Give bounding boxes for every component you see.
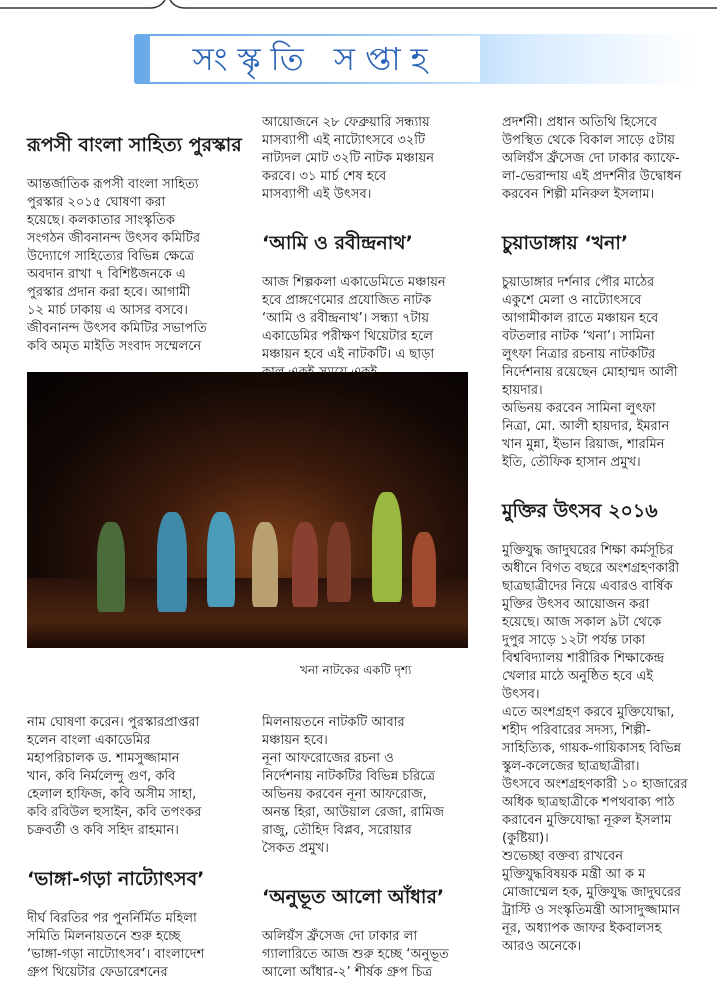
article-body-continued: আয়োজনে ২৮ ফেব্রুয়ারি সন্ধ্যায় মাসব্যাপী এই নাট্যোৎসবে ৩২টি নাট্যদল মোট ৩২টি নাটক মঞ্চায়ন করবে। ৩১ মার্চ শেষ হবে মাসব্যাপী এই উৎসব। <box>262 115 434 202</box>
top-border-decoration <box>0 0 717 14</box>
article-ami-o-rabindranath <box>262 96 494 400</box>
article-heading: ‘আমি ও রবীন্দ্রনাথ’ <box>262 232 413 254</box>
article-lower-middle <box>262 696 494 1000</box>
article-body: অলিয়ঁস ফ্রঁসেজ দো ঢাকার লা গ্যালারিতে আজ শুরু হচ্ছে ‘অনুভূত আলো আঁধার-২’ শীর্ষক গ্রুপ চিত্র <box>262 929 449 980</box>
article-body: আন্তর্জাতিক রূপসী বাংলা সাহিত্য পুরস্কার ২০১৫ ঘোষণা করা হয়েছে। কলকাতার সাংস্কৃতিক সংগঠন জীবনানন্দ উৎসব কমিটির উদ্যোগে সাহিত্যের বিভিন্ন ক্ষেত্রে অবদান রাখা ৭ বিশিষ্টজনকে এ পুরস্কার প্রদান করা হবে। আগামী ১২ মার্চ ঢাকায় এ আসর বসবে। জীবনানন্দ উৎসব কমিটির সভাপতি কবি অমৃত মাইতি সংবাদ সম্মেলনে <box>27 177 207 354</box>
article-body: দীর্ঘ বিরতির পর পুনর্নির্মিত মহিলা সমিতি মিলনায়তনে শুরু হচ্ছে ‘ভাঙ্গা-গড়া নাট্যোৎসব’। বাংলাদেশ গ্রুপ থিয়েটার ফেডারেশনের <box>27 911 205 980</box>
article-heading: রূপসী বাংলা সাহিত্য পুরস্কার <box>27 134 242 156</box>
article-column-right <box>502 96 714 974</box>
photo-caption: খনা নাটকের একটি দৃশ্য <box>300 663 412 677</box>
article-body-continued: প্রদর্শনী। প্রধান অতিথি হিসেবে উপস্থিত থেকে বিকাল সাড়ে ৫টায় অলিয়ঁস ফ্রঁসেজ দো ঢাকার ক্যাফে- লা-ভেরান্দায় এই প্রদর্শনীর উদ্বোধন করবেন শিল্পী মনিরুল ইসলাম। <box>502 115 682 202</box>
article-heading: ‘ভাঙ্গা-গড়া নাট্যোৎসব’ <box>27 868 205 890</box>
article-body-muktir-utsab: মুক্তিযুদ্ধ জাদুঘরের শিক্ষা কর্মসূচির অধীনে বিগত বছরে অংশগ্রহণকারী ছাত্রছাত্রীদের নিয়ে এবারও বার্ষিক মুক্তির উৎসব আয়োজন করা হয়েছে। আজ সকাল ৯টা থেকে দুপুর সাড়ে ১২টা পর্যন্ত ঢাকা বিশ্ববিদ্যালয় শারীরিক শিক্ষাকেন্দ্র খেলার মাঠে অনুষ্ঠিত হবে এই উৎসব। এতে অংশগ্রহণ করবে মুক্তিযোদ্ধা, শহীদ পরিবারের সদস্য, শিল্পী- সাহিত্যিক, গায়ক-গায়িকাসহ বিভিন্ন স্কুল-কলেজের ছাত্রছাত্রীরা। উৎসবে অংশগ্রহণকারী ১০ হাজারের অধিক ছাত্রছাত্রীকে শপথবাক্য পাঠ করাবেন মুক্তিযোদ্ধা নূরুল ইসলাম (কুষ্টিয়া)। শুভেচ্ছা বক্তব্য রাখবেন মুক্তিযুদ্ধবিষয়ক মন্ত্রী আ ক ম মোজাম্মেল হক, মুক্তিযুদ্ধ জাদুঘরের ট্রাস্টি ও সংস্কৃতিমন্ত্রী আসাদুজ্জামান নূর, অধ্যাপক জাফর ইকবালসহ আরও অনেকে। <box>502 543 688 954</box>
khona-play-photo <box>27 372 468 648</box>
article-rupashi-bangla <box>27 116 252 374</box>
article-heading-khona: চুয়াডাঙ্গায় ‘খনা’ <box>502 232 629 254</box>
article-heading-muktir-utsab: মুক্তির উৎসব ২০১৬ <box>502 500 658 522</box>
article-body-continued: মিলনায়তনে নাটকটি আবার মঞ্চায়ন হবে। নূনা আফরোজের রচনা ও নির্দেশনায় নাটকটির বিভিন্ন চরিত্রে অভিনয় করবেন নূনা আফরোজ, অনন্ত হিরা, আউয়াল রেজা, রামিজ রাজু, তৌহিদ বিপ্লব, সরোয়ার সৈকত প্রমুখ। <box>262 715 444 856</box>
article-heading: ‘অনুভূত আলো আঁধার’ <box>262 886 445 908</box>
article-lower-left <box>27 696 257 1000</box>
section-title: সংস্কৃতি সপ্তাহ <box>150 36 480 82</box>
article-body-khona: চুয়াডাঙ্গার দর্শনার পৌর মাঠের একুশে মেলা ও নাট্যোৎসবে আগামীকাল রাতে মঞ্চায়ন হবে বটতলার নাটক ‘খনা’। সামিনা লুৎফা নিত্রার রচনায় নাটকটির নির্দেশনায় রয়েছেন মোহাম্মদ আলী হায়দার। অভিনয় করবেন সামিনা লুৎফা নিত্রা, মো. আলী হায়দার, ইমরান খান মুন্না, ইভান রিয়াজ, শারমিন ইতি, তৌফিক হাসান প্রমুখ। <box>502 275 678 470</box>
article-body: আজ শিল্পকলা একাডেমিতে মঞ্চায়ন হবে প্রাঙ্গণেমোর প্রযোজিত নাটক ‘আমি ও রবীন্দ্রনাথ’। সন্ধ্যা ৭টায় একাডেমির পরীক্ষণ থিয়েটার হলে মঞ্চায়ন হবে এই নাটকটি। এ ছাড়া <box>262 275 446 362</box>
article-body-continued: নাম ঘোষণা করেন। পুরস্কারপ্রাপ্তরা হলেন বাংলা একাডেমির মহাপরিচালক ড. শামসুজ্জামান খান, কবি নির্মলেন্দু গুণ, কবি হেলাল হাফিজ, কবি অসীম সাহা, কবি রবিউল হুসাইন, কবি তপংকর চক্রবর্তী ও কবি সহিদ রাহমান। <box>27 715 202 838</box>
